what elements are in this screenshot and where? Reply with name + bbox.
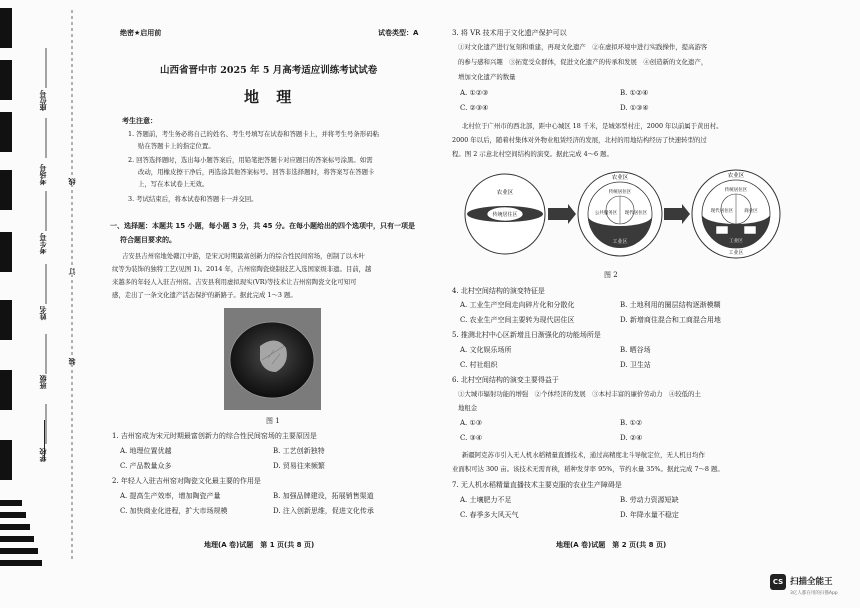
stage1-circle — [465, 174, 545, 254]
stage3-ring-label: 工业区 — [728, 250, 744, 256]
q6-option-b: B. ①② — [620, 419, 643, 427]
bowl-image — [224, 308, 321, 410]
scanner-logo-icon: CS — [770, 574, 786, 590]
notice-title: 考生注意： — [122, 117, 157, 125]
q6-option-d: D. ②④ — [620, 434, 643, 442]
binding-bar — [0, 500, 22, 506]
binding-bar — [0, 232, 12, 272]
q2-option-b: B. 加强品牌建设，拓展销售渠道 — [273, 492, 374, 500]
binding-mark-ding: 订 — [68, 268, 76, 275]
exam-title: 山西省晋中市 2025 年 5 月高考适应训练考试试卷 — [160, 65, 378, 76]
passage2-line-1: 北村位于广州市的西北部，距中心城区 18 千米，是城郊型村庄，2000 年以前属于黄田村。 — [462, 122, 723, 130]
q7-option-b: B. 劳动力资源短缺 — [620, 496, 679, 504]
stage3-outer-label: 农业区 — [727, 173, 745, 179]
binding-label-school: 学校 — [39, 448, 47, 462]
q3-item-line-1: ①对文化遗产进行复刻和重建，再现文化遗产 ②在虚拟环境中进行实践操作，提高游客 — [458, 43, 708, 51]
binding-bar — [0, 524, 30, 530]
q3-option-d: D. ①③④ — [620, 104, 649, 112]
binding-mark-zhuang: 装 — [68, 358, 76, 365]
binding-bar — [0, 440, 12, 480]
passage3-line-2: 业面积可达 300 亩。该技术无需育秧，稻种发芽率 95%，节约水量 35%。据此完成 7～8 题。 — [452, 465, 724, 473]
stage2-left-label: 公共服务区 — [594, 211, 618, 216]
q4-option-d: D. 新增商住混合和工商混合用地 — [620, 316, 721, 324]
binding-strip — [0, 0, 105, 608]
binding-bar — [0, 512, 26, 518]
figure2-diagram — [460, 164, 790, 264]
stage1-outer-label: 农业区 — [496, 190, 514, 196]
q3-option-b: B. ①②④ — [620, 89, 649, 97]
notice-line-5: 上，写在本试卷上无效。 — [138, 180, 209, 188]
binding-bar — [0, 8, 12, 48]
q3-item-line-2: 的参与感和兴趣 ③拓宽受众群体，促进文化遗产的传承和发展 ④创造新的文化遗产， — [458, 58, 708, 66]
notice-line-4: 改动，用橡皮擦干净后，再选涂其他答案标号。回答非选择题时，将答案写在答题卡 — [138, 168, 375, 176]
q5-stem: 5. 推测北村中心区新增且日渐强化的功能场所是 — [452, 331, 601, 339]
q5-option-d: D. 卫生站 — [620, 361, 651, 369]
figure1-photo — [224, 308, 321, 410]
passage2-line-2: 2000 年以后，随着村集体对外物业租赁经济的发展，北村的用地结构经历了快速转型的过 — [452, 136, 707, 144]
notice-line-1: 1. 答题前，考生务必将自己的姓名、考生号填写在试卷和答题卡上，并将考生号条形码粘 — [128, 130, 379, 138]
stage3-circle — [692, 170, 780, 258]
q6-stem: 6. 北村空间结构的演变主要得益于 — [452, 376, 559, 384]
binding-label-examno: 考生号 — [39, 233, 47, 254]
q4-option-b: B. 土地利用的圈层结构逐渐模糊 — [620, 301, 721, 309]
binding-bar — [0, 112, 12, 152]
footer-left: 地理(A 卷)试题 第 1 页(共 8 页) — [204, 541, 315, 549]
passage2-line-3: 程。图 2 示意北村空间结构的演变。据此完成 4～6 题。 — [452, 150, 613, 158]
scanner-app-name: 扫描全能王 — [790, 577, 833, 587]
q7-stem: 7. 无人机水稻精量直播技术主要克服的农业生产障碍是 — [452, 481, 622, 489]
q2-option-d: D. 注入创新思维，促进文化传承 — [273, 507, 374, 515]
binding-bar — [0, 548, 38, 554]
arrow-1 — [548, 204, 576, 224]
stage1-inner-label: 传统居住区 — [492, 212, 518, 218]
q1-option-b: B. 工艺创新独特 — [273, 447, 325, 455]
passage1-line-2: 纹等为装饰的独特工艺(见图 1)。2014 年，吉州窑陶瓷烧制技艺入选国家级非遗。目前，越 — [112, 265, 372, 273]
q6-option-a: A. ①③ — [460, 419, 483, 427]
binding-label-name: 姓名 — [39, 306, 47, 320]
passage1-line-4: 感，走出了一条文化遗产活态保护的新路子。据此完成 1～3 题。 — [112, 291, 297, 299]
binding-label-room: 考场号 — [39, 164, 47, 185]
stage3-left-label: 现代居住区 — [710, 209, 734, 214]
paper-type: 试卷类型：A — [378, 29, 419, 37]
notice-line-2: 贴在答题卡上的指定位置。 — [138, 142, 215, 150]
notice-line-3: 2. 回答选择题时，选出每小题答案后，用铅笔把答题卡对应题目的答案标号涂黑。如需 — [128, 156, 373, 164]
q3-option-c: C. ②③④ — [460, 104, 489, 112]
passage1-line-3: 来越多的年轻人入驻吉州窑。吉安县利用虚拟现实(VR)等技术让吉州窑陶瓷文化可知可 — [112, 278, 357, 286]
scanner-slogan: 3亿人都在用的扫描App — [790, 591, 838, 596]
passage1-line-1: 吉安县吉州窑地处赣江中游，是宋元时期最富创新力的综合性民间窑场，创制了以木叶 — [122, 252, 365, 260]
binding-bars — [0, 0, 105, 608]
stage2-circle — [578, 172, 662, 256]
q6-item-line-2: 地租金 — [458, 404, 478, 412]
q7-option-c: C. 春季多大风天气 — [460, 511, 519, 519]
q5-option-a: A. 文化娱乐场所 — [460, 346, 512, 354]
binding-bar — [0, 560, 42, 566]
binding-bar — [0, 300, 12, 340]
binding-bar — [0, 536, 34, 542]
arrow-2 — [664, 204, 690, 224]
passage3-line-1: 新疆阿克苏市引入无人机水稻精量直播技术，通过高精度北斗导航定位，无人机日均作 — [462, 451, 705, 459]
binding-bar — [0, 170, 12, 210]
secret-label: 绝密★启用前 — [120, 29, 162, 37]
notice-line-6: 3. 考试结束后，将本试卷和答题卡一并交回。 — [128, 195, 258, 203]
section1-line-2: 符合题目要求的。 — [120, 236, 176, 244]
q1-option-a: A. 地理位置优越 — [120, 447, 172, 455]
figure2-caption: 图 2 — [604, 271, 618, 279]
q4-stem: 4. 北村空间结构的演变特征是 — [452, 287, 545, 295]
scanner-watermark — [770, 572, 856, 604]
q7-option-d: D. 年降水量不稳定 — [620, 511, 679, 519]
binding-bar — [0, 60, 12, 100]
section1-line-1: 一、选择题：本题共 15 小题，每小题 3 分，共 45 分。在每小题给出的四个选项中，只有一项是 — [110, 222, 415, 230]
q7-option-a: A. 土壤肥力不足 — [460, 496, 512, 504]
binding-bar — [0, 370, 12, 410]
q3-item-line-3: 增加文化遗产的数量 — [458, 73, 516, 81]
stage3-right-label: 商业区 — [744, 209, 758, 214]
q6-option-c: C. ③④ — [460, 434, 483, 442]
binding-label-class: 班级 — [39, 375, 47, 389]
q2-option-c: C. 加快商业化进程，扩大市场规模 — [120, 507, 228, 515]
stage2-core-label: 传统居住区 — [608, 190, 632, 195]
q6-item-line-1: ①大城市辐射功能的增强 ②个体经济的发展 ③本村丰富的廉价劳动力 ④较低的土 — [458, 390, 701, 398]
stage3-core-label: 传统居住区 — [724, 188, 748, 193]
binding-label-seat: 座位号 — [39, 90, 47, 111]
q4-option-c: C. 农业生产空间主要转为现代居住区 — [460, 316, 575, 324]
q1-stem: 1. 吉州窑成为宋元时期最富创新力的综合性民间窑场的主要原因是 — [112, 432, 317, 440]
figure1-caption: 图 1 — [266, 417, 280, 425]
q2-stem: 2. 年轻人入驻吉州窑对陶瓷文化最主要的作用是 — [112, 477, 261, 485]
q3-stem: 3. 将 VR 技术用于文化遗产保护可以 — [452, 29, 567, 37]
stage2-outer-label: 农业区 — [611, 175, 629, 181]
q5-option-b: B. 晒谷场 — [620, 346, 651, 354]
stage3-bottom-label: 工业区 — [729, 239, 743, 244]
q5-option-c: C. 村社组织 — [460, 361, 498, 369]
binding-blank-school — [44, 420, 45, 460]
binding-mark-xian: 线 — [68, 178, 76, 185]
footer-right: 地理(A 卷)试题 第 2 页(共 8 页) — [556, 541, 667, 549]
q4-option-a: A. 工业生产空间走向碎片化和分散化 — [460, 301, 575, 309]
q1-option-c: C. 产品数量众多 — [120, 462, 172, 470]
stage2-ring-label: 工业区 — [612, 239, 628, 245]
q1-option-d: D. 贸易往来频繁 — [273, 462, 325, 470]
q3-option-a: A. ①②③ — [460, 89, 489, 97]
stage2-right-label: 现代居住区 — [624, 211, 648, 216]
subject-title: 地 理 — [244, 88, 298, 106]
q2-option-a: A. 提高生产效率，增加陶瓷产量 — [120, 492, 221, 500]
